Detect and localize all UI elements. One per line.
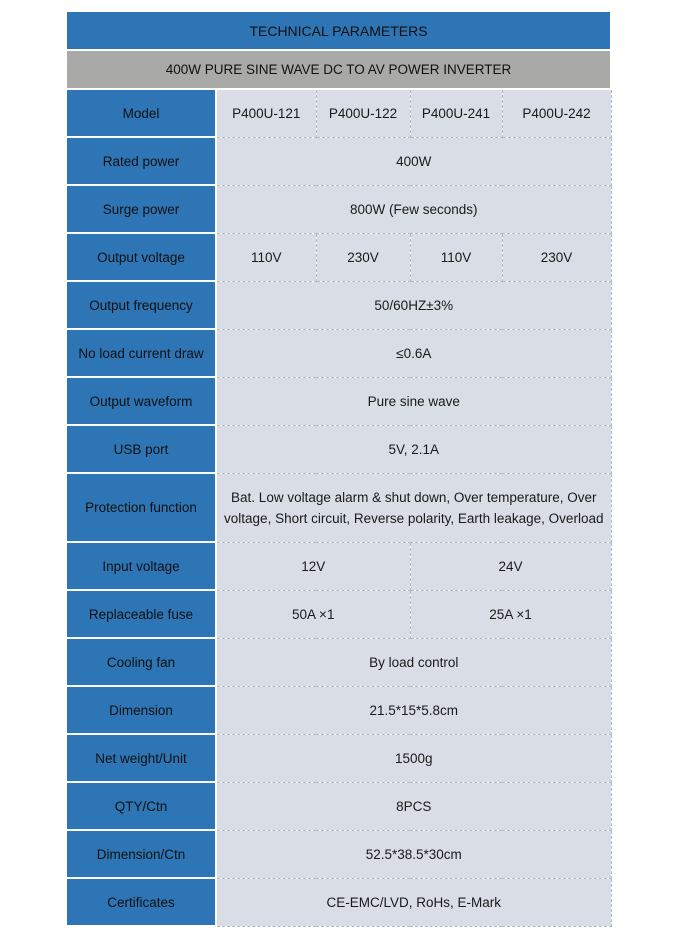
spec-label-surge-power: Surge power <box>66 185 216 233</box>
table-row-certificates <box>66 878 611 926</box>
spec-label-output-voltage: Output voltage <box>66 233 216 281</box>
spec-value-model-2: P400U-122 <box>316 89 410 137</box>
spec-label-protection-function: Protection function <box>66 473 216 542</box>
table-subtitle: 400W PURE SINE WAVE DC TO AV POWER INVERTER <box>66 50 611 89</box>
spec-value-output-frequency: 50/60HZ±3% <box>216 281 611 329</box>
spec-value-output-voltage-3: 110V <box>410 233 502 281</box>
spec-label-dimension-ctn: Dimension/Ctn <box>66 830 216 878</box>
spec-value-certificates: CE-EMC/LVD, RoHs, E-Mark <box>216 878 611 926</box>
spec-value-input-voltage-12v: 12V <box>216 542 410 590</box>
table-row-output-waveform <box>66 377 611 425</box>
spec-value-qty-ctn: 8PCS <box>216 782 611 830</box>
table-row-input-voltage <box>66 542 611 590</box>
spec-label-dimension: Dimension <box>66 686 216 734</box>
table-row-output-voltage <box>66 233 611 281</box>
spec-label-net-weight: Net weight/Unit <box>66 734 216 782</box>
table-row-qty-ctn <box>66 782 611 830</box>
table-row-cooling-fan <box>66 638 611 686</box>
spec-value-dimension-ctn: 52.5*38.5*30cm <box>216 830 611 878</box>
spec-value-output-voltage-2: 230V <box>316 233 410 281</box>
spec-value-input-voltage-24v: 24V <box>410 542 611 590</box>
table-row-rated-power <box>66 137 611 185</box>
spec-value-usb-port: 5V, 2.1A <box>216 425 611 473</box>
spec-value-model-4: P400U-242 <box>502 89 611 137</box>
spec-label-output-frequency: Output frequency <box>66 281 216 329</box>
table-title: TECHNICAL PARAMETERS <box>66 11 611 50</box>
table-row-output-frequency <box>66 281 611 329</box>
table-row-net-weight <box>66 734 611 782</box>
spec-value-surge-power: 800W (Few seconds) <box>216 185 611 233</box>
spec-value-dimension: 21.5*15*5.8cm <box>216 686 611 734</box>
spec-value-net-weight: 1500g <box>216 734 611 782</box>
spec-label-usb-port: USB port <box>66 425 216 473</box>
spec-label-cooling-fan: Cooling fan <box>66 638 216 686</box>
table-row-dimension-ctn <box>66 830 611 878</box>
spec-value-rated-power: 400W <box>216 137 611 185</box>
table-row-dimension <box>66 686 611 734</box>
table-row-model <box>66 89 611 137</box>
spec-value-protection-function: Bat. Low voltage alarm & shut down, Over temperature, Over voltage, Short circuit, Reverse polarity, Earth leakage, Overload <box>216 473 611 542</box>
spec-value-output-waveform: Pure sine wave <box>216 377 611 425</box>
spec-label-no-load-current: No load current draw <box>66 329 216 377</box>
table-title-row <box>66 11 611 50</box>
spec-label-qty-ctn: QTY/Ctn <box>66 782 216 830</box>
spec-label-input-voltage: Input voltage <box>66 542 216 590</box>
spec-label-output-waveform: Output waveform <box>66 377 216 425</box>
table-row-replaceable-fuse <box>66 590 611 638</box>
spec-label-model: Model <box>66 89 216 137</box>
spec-value-fuse-12v: 50A ×1 <box>216 590 410 638</box>
technical-parameters-table <box>65 10 612 927</box>
spec-value-model-1: P400U-121 <box>216 89 316 137</box>
spec-label-rated-power: Rated power <box>66 137 216 185</box>
spec-value-model-3: P400U-241 <box>410 89 502 137</box>
spec-value-output-voltage-1: 110V <box>216 233 316 281</box>
spec-value-fuse-24v: 25A ×1 <box>410 590 611 638</box>
spec-value-output-voltage-4: 230V <box>502 233 611 281</box>
spec-value-no-load-current: ≤0.6A <box>216 329 611 377</box>
spec-label-certificates: Certificates <box>66 878 216 926</box>
table-row-usb-port <box>66 425 611 473</box>
spec-value-cooling-fan: By load control <box>216 638 611 686</box>
table-row-surge-power <box>66 185 611 233</box>
table-row-protection-function <box>66 473 611 542</box>
table-subtitle-row <box>66 50 611 89</box>
spec-label-replaceable-fuse: Replaceable fuse <box>66 590 216 638</box>
table-row-no-load-current <box>66 329 611 377</box>
